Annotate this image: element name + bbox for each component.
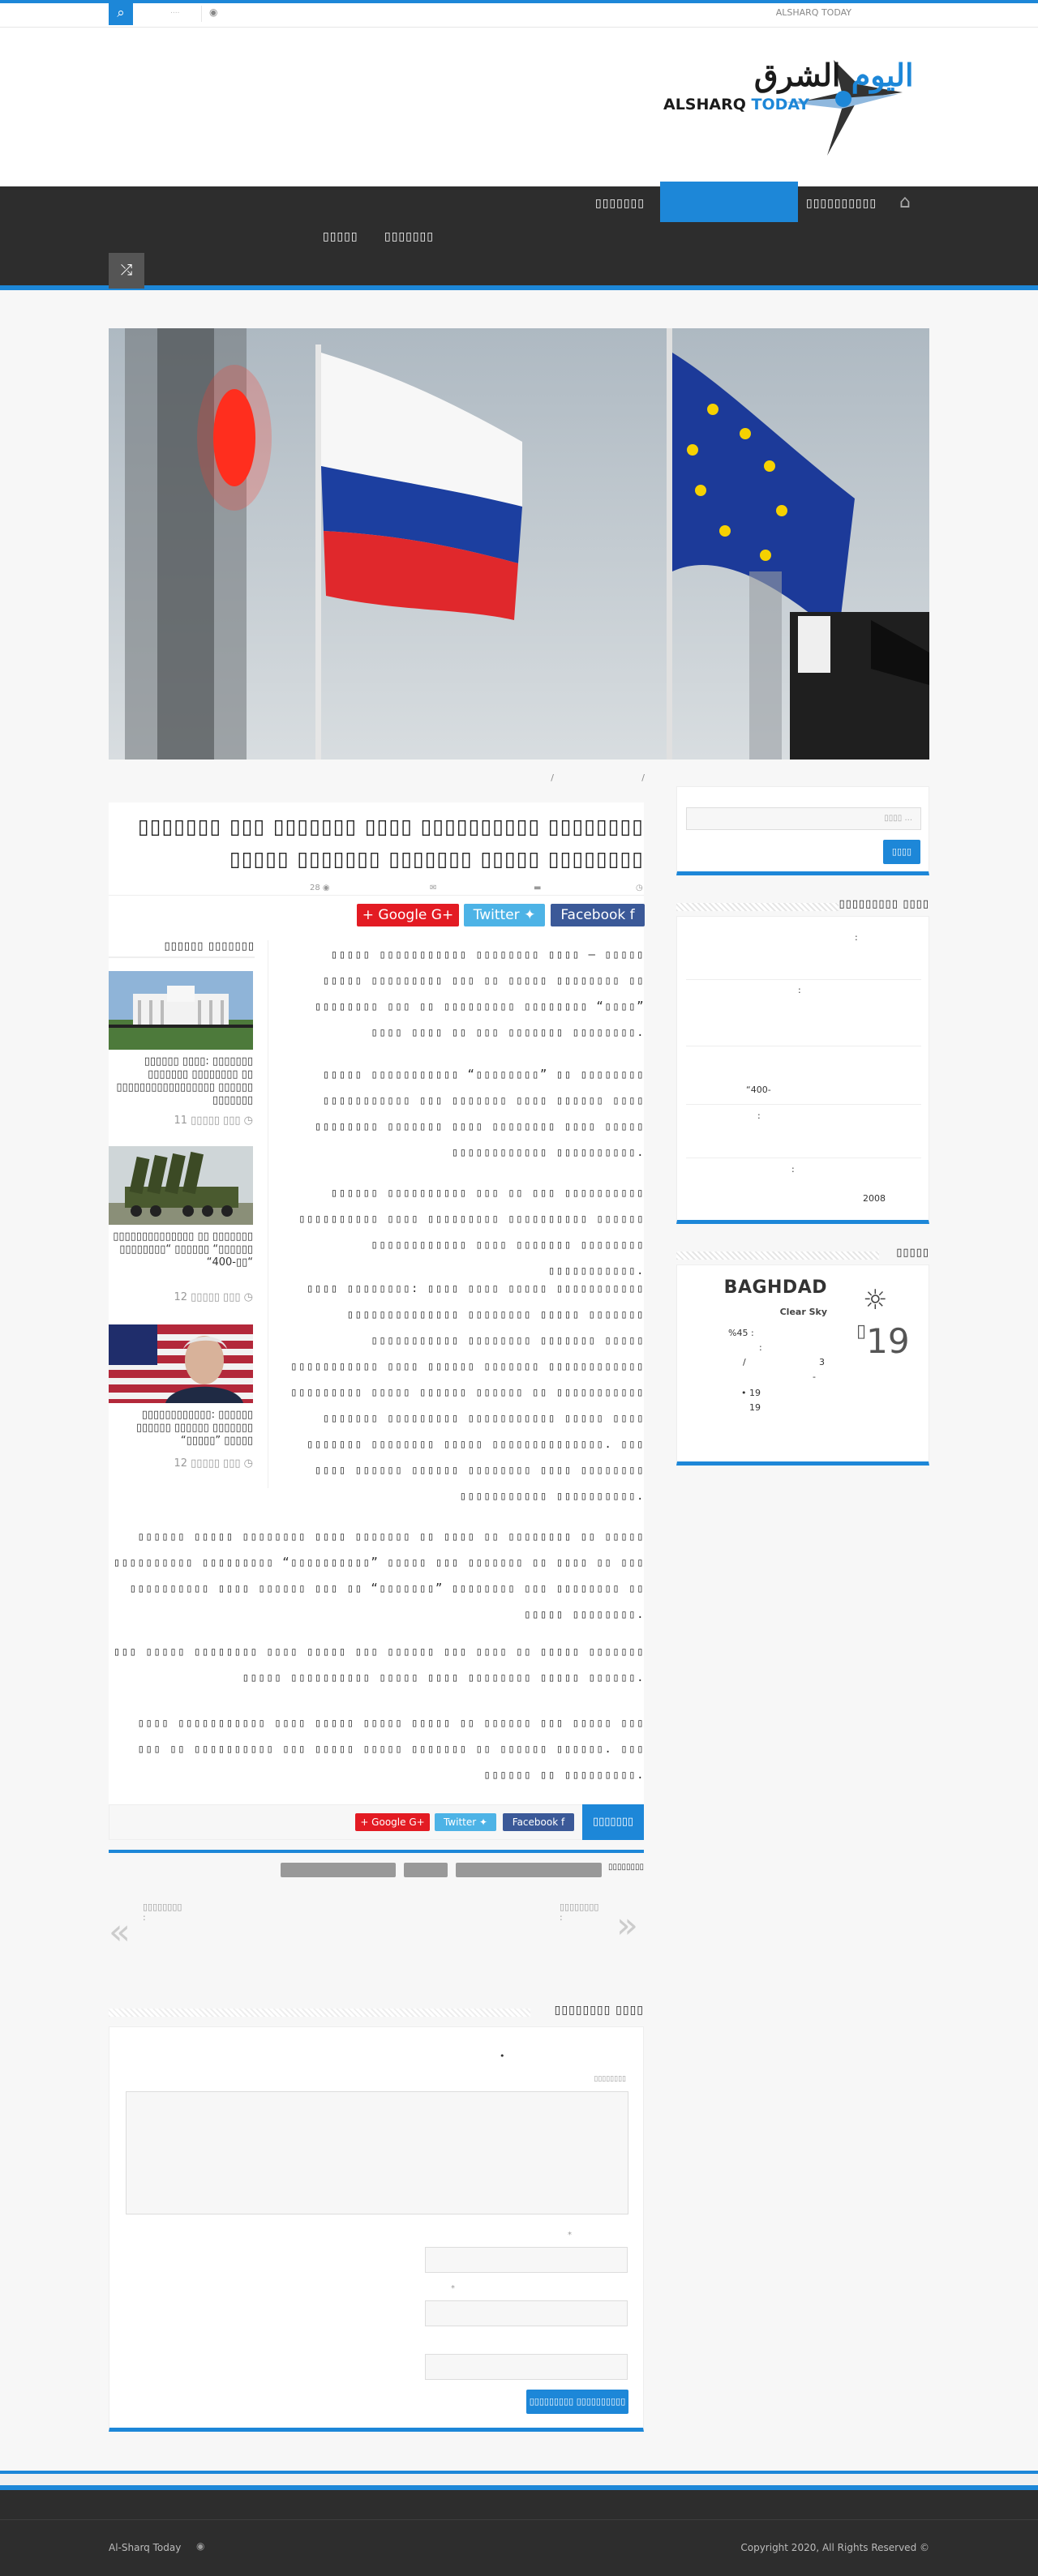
logo-arabic-accent: اليوم: [851, 57, 914, 93]
sidebar-search-button[interactable]: ▯▯▯▯: [883, 840, 920, 864]
facebook-icon: f: [629, 907, 635, 923]
logo-arabic: [754, 57, 914, 93]
section-stripe: [676, 903, 839, 911]
recent-item-5[interactable]: :: [791, 1164, 795, 1175]
article-title: [130, 811, 644, 875]
submit-comment-button[interactable]: ▯▯▯▯▯▯▯▯▯ ▯▯▯▯▯▯▯▯▯▯: [526, 2390, 628, 2414]
weather-title: ▯▯▯▯▯: [896, 1247, 929, 1259]
top-search-input[interactable]: ....: [170, 7, 180, 15]
eye-icon: ◉: [322, 884, 330, 892]
top-site-link[interactable]: ALSHARQ TODAY: [775, 7, 851, 18]
weather-temp-value: 19: [866, 1321, 910, 1361]
google-plus-icon: G+: [431, 907, 454, 923]
related-image-2[interactable]: [109, 1146, 253, 1225]
required-star: *: [451, 2284, 455, 2293]
next-post-label[interactable]: ▯▯▯▯▯▯▯▯ :: [560, 1902, 599, 1923]
divider: [109, 895, 644, 896]
bottom-share-facebook-label: Facebook: [512, 1816, 559, 1828]
recent-item-6[interactable]: 2008: [863, 1193, 886, 1204]
related-item-2-date-text: 12 ▯▯▯▯▯ ▯▯▯: [174, 1291, 241, 1303]
recent-item-1[interactable]: :: [855, 932, 858, 943]
nav-item-3[interactable]: ▯▯▯▯▯▯▯: [384, 230, 434, 243]
breadcrumb: / /: [551, 772, 645, 783]
folder-icon: ▬: [534, 884, 542, 892]
views-number: 28: [310, 884, 320, 892]
weather-city: BAGHDAD: [723, 1277, 827, 1298]
tags-label: ▯▯▯▯▯▯▯▯: [607, 1863, 644, 1872]
weather-humidity: %45 :: [728, 1328, 754, 1338]
related-item-3-date-text: 12 ▯▯▯▯▯ ▯▯▯: [174, 1457, 241, 1470]
weather-temperature: [856, 1321, 910, 1361]
related-item-1-date: [109, 1115, 253, 1127]
share-twitter-button[interactable]: [464, 904, 545, 926]
comments-title: ▯▯▯▯▯▯▯▯ ▯▯▯▯: [554, 2004, 644, 2017]
divider: [201, 6, 202, 22]
comment-label: ▯▯▯▯▯▯▯▯: [594, 2075, 626, 2083]
bottom-share-facebook[interactable]: Facebook f: [503, 1813, 574, 1831]
weather-colon: :: [759, 1342, 762, 1353]
tag-3[interactable]: [281, 1863, 396, 1877]
article-paragraph-2: ▯▯▯▯▯ ▯▯▯▯▯▯▯▯▯▯▯ “▯▯▯▯▯▯▯▯” ▯▯ ▯▯▯▯▯▯▯▯ ▯▯▯▯▯▯▯▯▯▯▯ ▯▯▯ ▯▯▯▯▯▯▯ ▯▯▯▯ ▯▯▯▯▯▯ ▯▯▯▯ ▯▯▯▯▯▯▯▯ ▯▯▯▯▯▯▯ ▯▯▯▯ ▯▯▯▯▯▯▯▯ ▯▯▯▯ ▯▯▯▯▯ ▯▯▯▯▯▯▯▯▯▯▯▯ ▯▯▯▯▯▯▯▯▯▯.: [314, 1068, 645, 1159]
share-label: ▯▯▯▯▯▯▯: [582, 1804, 644, 1840]
divider: [109, 1850, 644, 1853]
clock-icon: ◷: [243, 1291, 253, 1303]
related-item-1-date-text: 11 ▯▯▯▯▯ ▯▯▯: [174, 1115, 241, 1127]
logo-english: [663, 96, 809, 113]
article-paragraph-5: ▯▯▯▯▯▯ ▯▯▯▯▯ ▯▯▯▯▯▯▯▯ ▯▯▯▯ ▯▯▯▯▯▯▯ ▯▯ ▯▯▯▯ ▯▯ ▯▯▯▯▯▯▯▯ ▯▯ ▯▯▯▯▯ ▯▯▯▯▯▯▯▯▯▯ ▯▯▯▯▯▯▯▯▯ “▯▯▯▯▯▯▯▯▯▯” ▯▯▯▯▯ ▯▯▯ ▯▯▯▯▯▯▯ ▯▯ ▯▯▯▯ ▯▯ ▯▯▯ ▯▯▯▯▯▯▯▯▯▯ ▯▯▯▯ ▯▯▯▯▯▯ ▯▯▯ ▯▯ “▯▯▯▯▯▯▯” ▯▯▯▯▯▯▯▯ ▯▯▯ ▯▯▯▯▯▯▯▯ ▯▯ ▯▯▯▯▯ ▯▯▯▯▯▯▯▯.: [113, 1530, 645, 1621]
footer-site-name[interactable]: Al-Sharq Today: [109, 2542, 182, 2553]
divider: [0, 2519, 1038, 2520]
related-item-2-date: [109, 1291, 253, 1303]
tag-2[interactable]: [404, 1863, 448, 1877]
share-facebook-label: Facebook: [560, 907, 626, 923]
required-star: *: [568, 2231, 572, 2240]
recent-item-4[interactable]: :: [757, 1110, 761, 1121]
footer-top-strip: [0, 2471, 1038, 2485]
nav-item-1[interactable]: ▯▯▯▯▯▯▯▯▯▯: [806, 197, 877, 210]
related-item-3-date: [109, 1457, 253, 1470]
previous-post-label[interactable]: ▯▯▯▯▯▯▯▯ :: [143, 1902, 182, 1923]
bottom-share-twitter[interactable]: Twitter ✦: [435, 1813, 496, 1831]
article-paragraph-6: ▯▯▯ ▯▯▯▯▯ ▯▯▯▯▯▯▯▯ ▯▯▯▯ ▯▯▯▯▯ ▯▯▯ ▯▯▯▯▯▯ ▯▯▯ ▯▯▯▯ ▯▯ ▯▯▯▯▯ ▯▯▯▯▯▯▯ ▯▯▯▯▯ ▯▯▯▯▯▯▯▯▯▯ ▯▯▯▯▯ ▯▯▯▯ ▯▯▯▯▯▯▯▯ ▯▯▯▯▯ ▯▯▯▯▯▯.: [113, 1645, 645, 1684]
name-field[interactable]: [425, 2247, 628, 2273]
logo-english-accent: TODAY: [751, 96, 810, 113]
related-item-1-title[interactable]: ▯▯▯▯▯▯ ▯▯▯▯: ▯▯▯▯▯▯▯ ▯▯▯▯▯▯▯ ▯▯▯▯▯▯▯▯ ▯▯ ▯▯▯▯▯▯▯▯▯▯▯▯▯▯▯▯▯ ▯▯▯▯▯▯ ▯▯▯▯▯▯▯: [116, 1055, 253, 1106]
logo-arabic-main: الشرق: [754, 57, 841, 93]
article-paragraph-4: ▯▯▯▯ ▯▯▯▯▯▯▯▯: ▯▯▯▯ ▯▯▯▯ ▯▯▯▯▯ ▯▯▯▯▯▯▯▯▯▯▯ ▯▯▯▯▯▯▯▯▯▯▯▯▯▯ ▯▯▯▯▯▯▯▯ ▯▯▯▯▯ ▯▯▯▯▯▯▯ ▯▯▯▯▯▯▯▯▯▯▯ ▯▯▯▯▯▯▯▯ ▯▯▯▯▯▯▯ ▯▯▯▯▯ ▯▯▯▯▯▯▯▯▯▯▯ ▯▯▯▯ ▯▯▯▯▯▯ ▯▯▯▯▯▯▯ ▯▯▯▯▯▯▯▯▯▯▯▯ ▯▯▯▯▯▯▯▯▯ ▯▯▯▯▯ ▯▯▯▯▯▯ ▯▯▯▯▯▯ ▯▯ ▯▯▯▯▯▯▯▯▯▯▯ ▯▯▯▯▯▯▯ ▯▯▯▯▯▯▯▯▯ ▯▯▯▯▯▯▯▯▯▯▯ ▯▯▯▯▯ ▯▯▯▯ ▯▯▯▯▯▯▯ ▯▯▯▯▯▯▯▯ ▯▯▯▯▯ ▯▯▯▯▯▯▯▯▯▯▯▯▯▯. ▯▯▯ ▯▯▯▯ ▯▯▯▯▯▯ ▯▯▯▯▯▯ ▯▯▯▯▯▯▯▯ ▯▯▯▯ ▯▯▯▯▯▯▯▯ ▯▯▯▯▯▯▯▯▯▯▯ ▯▯▯▯▯▯▯▯▯▯.: [290, 1282, 645, 1503]
share-google-button[interactable]: [357, 904, 459, 926]
bottom-share-google-label: + Google: [360, 1816, 406, 1828]
bottom-share-twitter-label: Twitter: [443, 1816, 477, 1828]
share-google-label: + Google: [362, 907, 427, 923]
clock-icon: ◷: [243, 1457, 253, 1470]
weather-high: • 19: [741, 1388, 761, 1398]
rss-icon[interactable]: ◉: [196, 2540, 205, 2552]
article-paragraph-3: ▯▯▯▯▯▯ ▯▯▯▯▯▯▯▯▯▯ ▯▯▯ ▯▯ ▯▯▯ ▯▯▯▯▯▯▯▯▯▯ ▯▯▯▯▯▯▯▯▯▯ ▯▯▯▯ ▯▯▯▯▯▯▯▯▯ ▯▯▯▯▯▯▯▯▯▯ ▯▯▯▯▯▯ ▯▯▯▯▯▯▯▯▯▯▯▯ ▯▯▯▯ ▯▯▯▯▯▯▯ ▯▯▯▯▯▯▯▯ ▯▯▯▯▯▯▯▯▯▯▯.: [298, 1187, 645, 1277]
nav-active-item[interactable]: [660, 182, 798, 222]
related-item-2-title[interactable]: ▯▯▯▯▯▯▯▯▯▯▯▯▯▯ ▯▯ ▯▯▯▯▯▯▯ ▯▯▯▯▯▯▯▯“ ▯▯▯▯▯▯ “▯▯▯▯▯▯ “400-▯▯“: [113, 1230, 253, 1269]
nav-item-4[interactable]: ▯▯▯▯▯: [323, 230, 358, 243]
chevron-left-icon[interactable]: «: [109, 1911, 131, 1953]
article-title-line-1: ▯▯▯▯▯▯▯ ▯▯▯ ▯▯▯▯▯▯▯ ▯▯▯▯ ▯▯▯▯▯▯▯▯▯▯ ▯▯▯▯▯▯▯▯: [137, 815, 644, 838]
home-icon[interactable]: ⌂: [899, 192, 911, 212]
article-paragraph-1: ▯▯▯▯▯ ▯▯▯▯▯▯▯▯▯▯▯ ▯▯▯▯▯▯▯▯ ▯▯▯▯ – ▯▯▯▯▯ ▯▯▯▯▯ ▯▯▯▯▯▯▯▯▯ ▯▯▯ ▯▯ ▯▯▯▯▯ ▯▯▯▯▯▯▯▯ ▯▯ ▯▯▯▯▯▯▯▯ ▯▯▯ ▯▯ ▯▯▯▯▯▯▯▯▯ ▯▯▯▯▯▯▯▯ “▯▯▯▯” ▯▯▯▯ ▯▯▯▯ ▯▯ ▯▯▯ ▯▯▯▯▯▯▯ ▯▯▯▯▯▯▯▯.: [314, 948, 645, 1039]
hero-image: [109, 328, 929, 760]
section-stripe: [676, 1252, 879, 1260]
footer-copyright: Copyright 2020, All Rights Reserved ©: [740, 2542, 929, 2553]
recent-item-3[interactable]: “400-: [746, 1085, 771, 1095]
weather-dash: -: [813, 1371, 816, 1382]
shuffle-icon[interactable]: ⤮: [109, 253, 144, 289]
comment-note-bullet: •: [500, 2051, 505, 2061]
related-title: ▯▯▯▯▯▯ ▯▯▯▯▯▯▯: [164, 940, 255, 952]
bottom-share-google[interactable]: + Google G+: [355, 1813, 430, 1831]
twitter-icon: ✦: [524, 907, 536, 923]
comment-textarea[interactable]: [126, 2091, 628, 2214]
weather-description: Clear Sky: [779, 1307, 827, 1317]
recent-posts-widget: [676, 916, 929, 1224]
divider: [686, 1104, 921, 1105]
tag-1[interactable]: [456, 1863, 602, 1877]
rss-icon[interactable]: ◉: [209, 6, 218, 18]
clock-icon: ◷: [636, 884, 643, 892]
weather-wind: 3: [819, 1357, 825, 1367]
related-item-3-title[interactable]: ▯▯▯▯▯▯▯▯▯▯▯▯: ▯▯▯▯▯▯ ▯▯▯▯▯▯ ▯▯▯▯▯▯ ▯▯▯▯▯▯▯ “▯▯▯▯▯” ▯▯▯▯▯: [135, 1409, 253, 1447]
share-twitter-label: Twitter: [473, 907, 520, 923]
sun-icon: ☼: [863, 1284, 888, 1316]
related-image-3[interactable]: [109, 1324, 253, 1403]
search-icon[interactable]: ⌕: [109, 1, 133, 25]
clock-icon: ◷: [243, 1115, 253, 1127]
comments-icon[interactable]: ✉: [430, 884, 437, 892]
top-bar: [0, 0, 1038, 28]
sidebar-search-input[interactable]: ▯▯▯▯ ...: [686, 807, 921, 830]
article-title-line-2: ▯▯▯▯▯ ▯▯▯▯▯▯▯ ▯▯▯▯▯▯▯ ▯▯▯▯▯ ▯▯▯▯▯▯▯▯: [229, 847, 644, 871]
footer: [0, 2485, 1038, 2576]
recent-posts-title: ▯▯▯▯▯▯▯▯▯ ▯▯▯▯: [839, 898, 929, 910]
views-count: [310, 884, 330, 892]
weather-low: 19: [749, 1402, 761, 1413]
email-field[interactable]: [425, 2300, 628, 2326]
chevron-right-icon[interactable]: »: [616, 1905, 638, 1946]
related-image-1[interactable]: [109, 971, 253, 1050]
recent-item-2[interactable]: :: [798, 985, 801, 995]
weather-slash: /: [743, 1357, 746, 1367]
logo-english-main: ALSHARQ: [663, 96, 746, 113]
website-field[interactable]: [425, 2354, 628, 2380]
section-stripe: [109, 2009, 530, 2017]
weather-unit: ▯: [856, 1321, 867, 1341]
divider: [109, 956, 255, 958]
divider: [686, 1157, 921, 1158]
nav-item-2[interactable]: ▯▯▯▯▯▯▯: [595, 197, 645, 210]
article-paragraph-7: ▯▯▯▯ ▯▯▯▯▯▯▯▯▯▯▯ ▯▯▯▯ ▯▯▯▯▯ ▯▯▯▯▯ ▯▯▯▯▯ ▯▯ ▯▯▯▯▯▯ ▯▯▯ ▯▯▯▯▯ ▯▯▯ ▯▯▯ ▯▯ ▯▯▯▯▯▯▯▯▯▯ ▯▯▯ ▯▯▯▯▯ ▯▯▯▯▯ ▯▯▯▯▯▯▯ ▯▯ ▯▯▯▯▯▯ ▯▯▯▯▯▯. ▯▯▯ ▯▯▯▯▯▯ ▯▯ ▯▯▯▯▯▯▯▯▯.: [137, 1717, 645, 1782]
divider: [686, 979, 921, 980]
share-facebook-button[interactable]: [551, 904, 645, 926]
main-nav: [0, 186, 1038, 290]
